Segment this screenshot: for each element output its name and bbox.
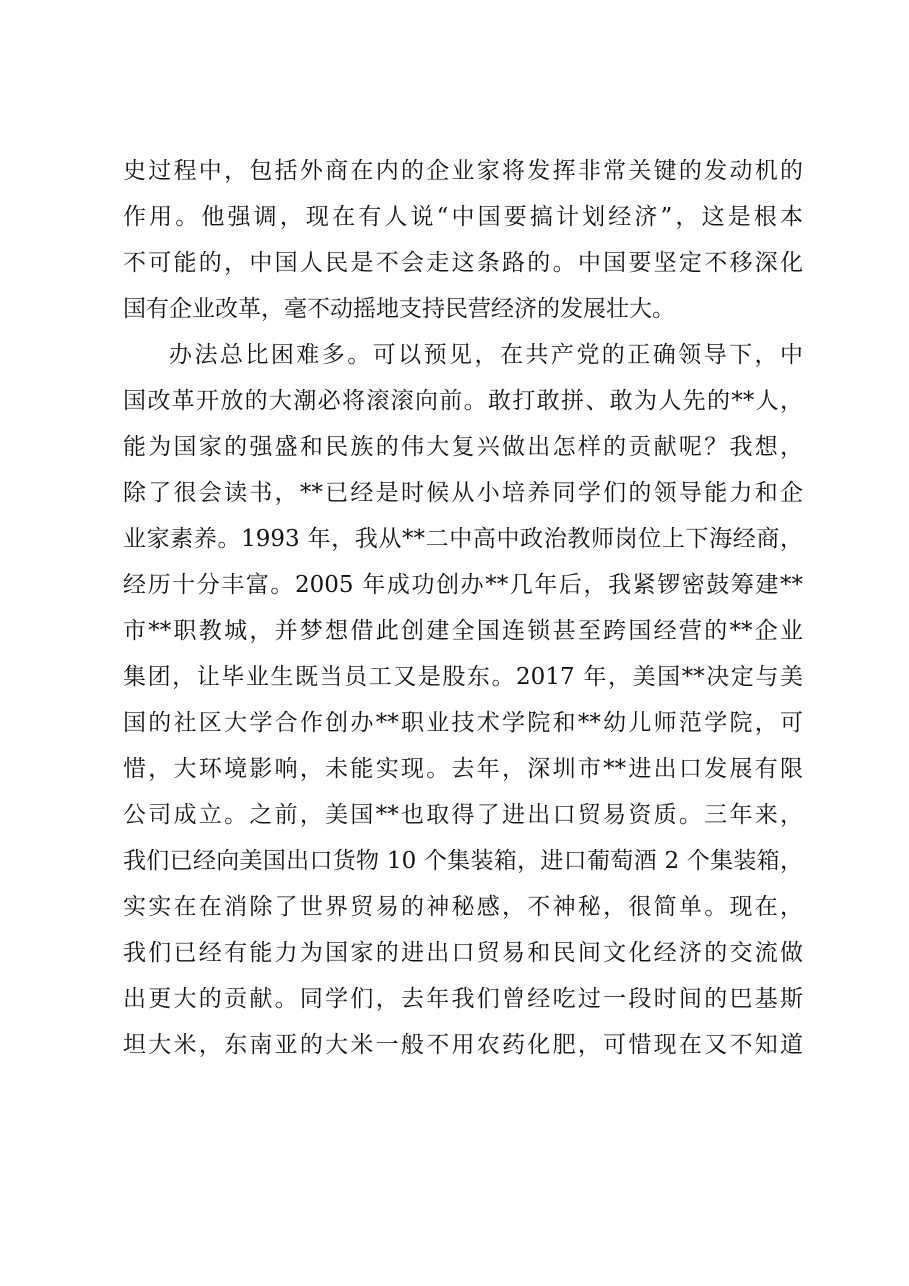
text-line: 集团，让毕业生既当员工又是股东。2017 年，美国**决定与美 bbox=[123, 664, 803, 690]
text-line: 业家素养。1993 年，我从**二中高中政治教师岗位上下海经商， bbox=[123, 526, 803, 552]
text-line: 坦大米，东南亚的大米一般不用农药化肥，可惜现在又不知道 bbox=[123, 1032, 803, 1058]
document-body bbox=[123, 148, 803, 1068]
text-line: 作用。他强调，现在有人说“中国要搞计划经济”，这是根本 bbox=[123, 204, 803, 230]
text-line: 国有企业改革，毫不动摇地支持民营经济的发展壮大。 bbox=[123, 296, 675, 322]
text-line: 国的社区大学合作创办**职业技术学院和**幼儿师范学院，可 bbox=[123, 710, 803, 736]
text-line: 市**职教城，并梦想借此创建全国连锁甚至跨国经营的**企业 bbox=[123, 618, 803, 644]
text-line: 不可能的，中国人民是不会走这条路的。中国要坚定不移深化 bbox=[123, 250, 803, 276]
text-line: 出更大的贡献。同学们，去年我们曾经吃过一段时间的巴基斯 bbox=[123, 986, 803, 1012]
text-line: 我们已经有能力为国家的进出口贸易和民间文化经济的交流做 bbox=[123, 940, 803, 966]
text-line: 能为国家的强盛和民族的伟大复兴做出怎样的贡献呢？我想， bbox=[123, 434, 803, 460]
paragraph-2 bbox=[123, 332, 803, 1068]
text-line: 史过程中，包括外商在内的企业家将发挥非常关键的发动机的 bbox=[123, 158, 803, 184]
text-line: 我们已经向美国出口货物 10 个集装箱，进口葡萄酒 2 个集装箱， bbox=[123, 848, 803, 874]
text-line: 国改革开放的大潮必将滚滚向前。敢打敢拼、敢为人先的**人， bbox=[123, 388, 803, 414]
text-line: 实实在在消除了世界贸易的神秘感，不神秘，很简单。现在， bbox=[123, 894, 803, 920]
text-line: 经历十分丰富。2005 年成功创办**几年后，我紧锣密鼓筹建** bbox=[123, 572, 803, 598]
text-line: 办法总比困难多。可以预见，在共产党的正确领导下，中 bbox=[169, 342, 803, 368]
text-line: 公司成立。之前，美国**也取得了进出口贸易资质。三年来， bbox=[123, 802, 803, 828]
text-line: 惜，大环境影响，未能实现。去年，深圳市**进出口发展有限 bbox=[123, 756, 803, 782]
paragraph-1 bbox=[123, 148, 803, 332]
text-line: 除了很会读书，**已经是时候从小培养同学们的领导能力和企 bbox=[123, 480, 803, 506]
